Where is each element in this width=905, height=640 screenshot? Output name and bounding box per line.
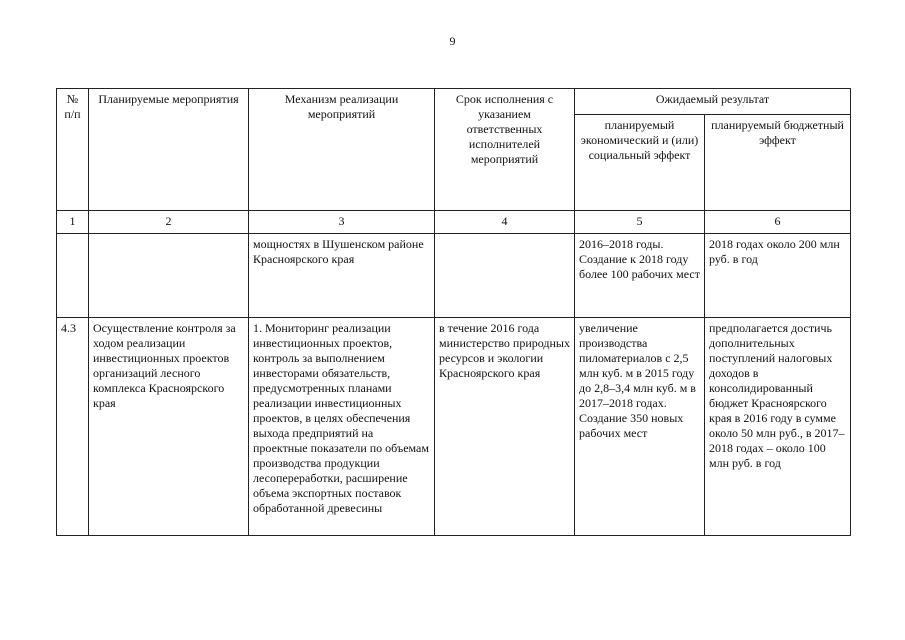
header-mechanism: Механизм реализации мероприятий xyxy=(249,89,435,211)
table-row xyxy=(57,234,851,318)
row-econ-effect: увеличение производства пиломатериалов с 2,5 млн куб. м в 2015 году до 2,8–3,4 млн куб. м в 2017–2018 годах. Создание 350 новых рабочих мест xyxy=(575,318,705,536)
column-number: 4 xyxy=(435,211,575,234)
row-deadline xyxy=(435,234,575,318)
header-num: № п/п xyxy=(57,89,89,211)
column-number: 2 xyxy=(89,211,249,234)
row-mechanism: 1. Мониторинг реализации инвестиционных проектов, контроль за выполнением инвесторами обязательств, предусмотренных планами реализации инвестиционных проектов, в целях обеспечения выхода предприятий на проектные показатели по объемам производства продукции лесопереработки, расширение объема экспортных поставок обработанной древесины xyxy=(249,318,435,536)
row-event xyxy=(89,234,249,318)
row-mechanism: мощностях в Шушенском районе Красноярского края xyxy=(249,234,435,318)
header-deadline: Срок исполнения с указанием ответственных исполнителей мероприятий xyxy=(435,89,575,211)
page-number: 9 xyxy=(449,34,456,48)
header-budget-effect: планируемый бюджетный эффект xyxy=(705,115,851,211)
header-expected: Ожидаемый результат xyxy=(575,89,851,115)
header-econ-effect: планируемый экономический и (или) социальный эффект xyxy=(575,115,705,211)
table-row xyxy=(57,318,851,536)
row-num xyxy=(57,234,89,318)
column-number: 3 xyxy=(249,211,435,234)
column-number: 6 xyxy=(705,211,851,234)
row-deadline: в течение 2016 года министерство природных ресурсов и экологии Красноярского края xyxy=(435,318,575,536)
row-budget-effect: предполагается достичь дополнительных поступлений налоговых доходов в консолидированный бюджет Красноярского края в 2016 году в сумме около 50 млн руб., в 2017–2018 годах – около 100 млн руб. в год xyxy=(705,318,851,536)
header-events: Планируемые мероприятия xyxy=(89,89,249,211)
row-num: 4.3 xyxy=(57,318,89,536)
plan-table xyxy=(56,88,851,536)
row-event: Осуществление контроля за ходом реализации инвестиционных проектов организаций лесного комплекса Красноярского края xyxy=(89,318,249,536)
column-number-row xyxy=(57,211,851,234)
column-number: 1 xyxy=(57,211,89,234)
row-econ-effect: 2016–2018 годы. Создание к 2018 году более 100 рабочих мест xyxy=(575,234,705,318)
row-budget-effect: 2018 годах около 200 млн руб. в год xyxy=(705,234,851,318)
column-number: 5 xyxy=(575,211,705,234)
